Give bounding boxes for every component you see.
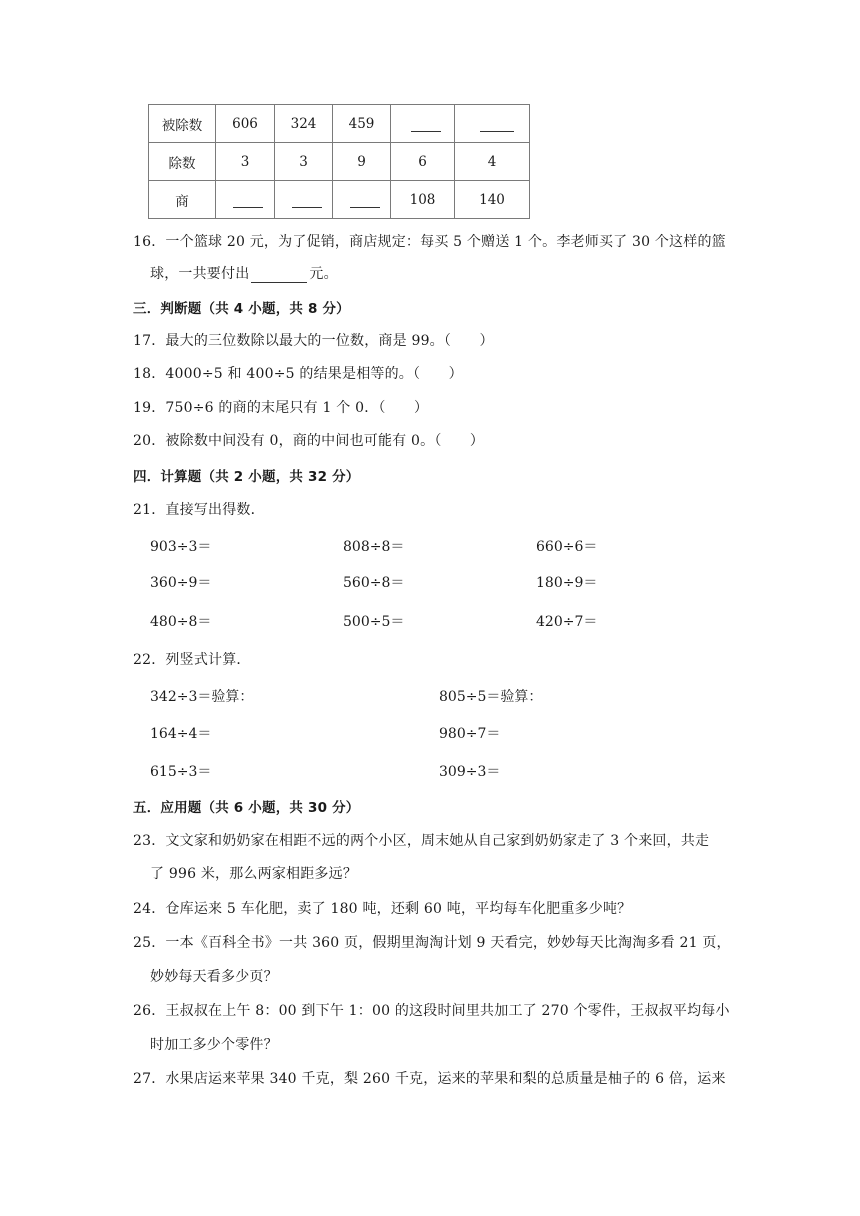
mental-calc-item: 500÷5＝ (343, 614, 405, 630)
mental-calc-item: 808÷8＝ (343, 539, 405, 555)
answer-blank-cell[interactable] (275, 181, 333, 219)
question-16-line1: 16．一个篮球 20 元，为了促销，商店规定：每买 5 个赠送 1 个。李老师买了 30 个这样的篮 (133, 234, 726, 250)
answer-blank-cell[interactable] (391, 105, 455, 143)
row-header: 被除数 (149, 105, 216, 143)
question-20: 20．被除数中间没有 0，商的中间也可能有 0。（ ） (133, 433, 485, 449)
table-cell: 459 (333, 105, 391, 143)
answer-blank[interactable] (411, 119, 441, 132)
vertical-calc-item: 164÷4＝ (150, 726, 212, 742)
mental-calc-item: 903÷3＝ (150, 539, 212, 555)
question-19: 19．750÷6 的商的末尾只有 1 个 0．（ ） (133, 400, 429, 416)
vertical-calc-item: 805÷5＝验算： (439, 689, 543, 705)
question-23-line1: 23．文文家和奶奶家在相距不远的两个小区，周末她从自己家到奶奶家走了 3 个来回，共走 (133, 833, 710, 849)
row-header: 除数 (149, 143, 216, 181)
question-26-line1: 26．王叔叔在上午 8：00 到下午 1：00 的这段时间里共加工了 270 个零件，王叔叔平均每小 (133, 1003, 730, 1019)
question-17: 17．最大的三位数除以最大的一位数，商是 99。（ ） (133, 333, 494, 349)
question-16-line2 (150, 263, 338, 283)
answer-blank[interactable] (292, 195, 322, 208)
table-cell: 3 (275, 143, 333, 181)
answer-blank[interactable] (480, 119, 514, 132)
answer-blank-cell[interactable] (455, 105, 530, 143)
question-23-line2: 了 996 米，那么两家相距多远？ (150, 866, 358, 882)
vertical-calc-item: 615÷3＝ (150, 764, 212, 780)
answer-blank[interactable] (233, 195, 263, 208)
answer-blank-cell[interactable] (216, 181, 275, 219)
question-25-line2: 妙妙每天看多少页？ (150, 969, 278, 985)
table-cell: 324 (275, 105, 333, 143)
question-16-unit: 元。 (309, 266, 338, 282)
question-24: 24．仓库运来 5 车化肥，卖了 180 吨，还剩 60 吨，平均每车化肥重多少吨？ (133, 901, 632, 917)
table-cell: 140 (455, 181, 530, 219)
table-cell: 3 (216, 143, 275, 181)
table-cell: 108 (391, 181, 455, 219)
mental-calc-item: 180÷9＝ (536, 575, 598, 591)
question-27-line1: 27．水果店运来苹果 340 千克，梨 260 千克，运来的苹果和梨的总质量是柚子的 6 倍，运来 (133, 1071, 726, 1087)
answer-blank[interactable] (350, 195, 380, 208)
section-3-heading: 三．判断题（共 4 小题，共 8 分） (133, 301, 350, 317)
row-header: 商 (149, 181, 216, 219)
mental-calc-item: 660÷6＝ (536, 539, 598, 555)
vertical-calc-item: 309÷3＝ (439, 764, 501, 780)
section-5-heading: 五．应用题（共 6 小题，共 30 分） (133, 800, 360, 816)
answer-blank[interactable] (251, 270, 307, 283)
mental-calc-item: 480÷8＝ (150, 614, 212, 630)
question-21-title: 21．直接写出得数． (133, 502, 265, 518)
table-cell: 9 (333, 143, 391, 181)
table-cell: 606 (216, 105, 275, 143)
answer-blank-cell[interactable] (333, 181, 391, 219)
table-row-dividend (149, 105, 530, 143)
table-cell: 6 (391, 143, 455, 181)
mental-calc-item: 420÷7＝ (536, 614, 598, 630)
question-25-line1: 25．一本《百科全书》一共 360 页，假期里淘淘计划 9 天看完，妙妙每天比淘淘多看 21 页， (133, 935, 731, 951)
section-4-heading: 四．计算题（共 2 小题，共 32 分） (133, 469, 360, 485)
mental-calc-item: 360÷9＝ (150, 575, 212, 591)
table-cell: 4 (455, 143, 530, 181)
division-table (148, 104, 530, 219)
question-22-title: 22．列竖式计算． (133, 652, 251, 668)
mental-calc-item: 560÷8＝ (343, 575, 405, 591)
question-26-line2: 时加工多少个零件？ (150, 1037, 278, 1053)
table-row-divisor (149, 143, 530, 181)
question-18: 18．4000÷5 和 400÷5 的结果是相等的。（ ） (133, 366, 463, 382)
vertical-calc-item: 342÷3＝验算： (150, 689, 254, 705)
vertical-calc-item: 980÷7＝ (439, 726, 501, 742)
table-row-quotient (149, 181, 530, 219)
question-16-text: 球，一共要付出 (150, 266, 250, 282)
